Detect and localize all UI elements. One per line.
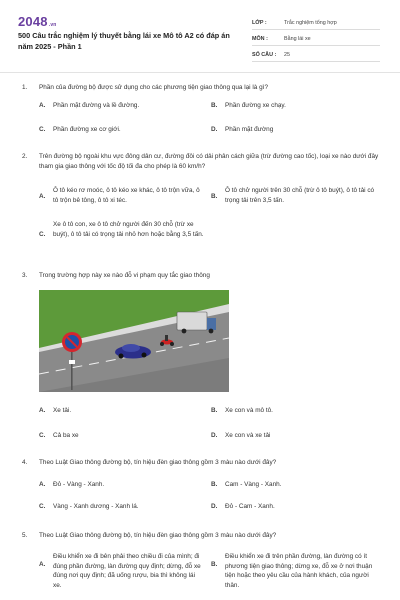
question-1 [22, 83, 380, 93]
option-a[interactable] [39, 101, 204, 111]
meta-value: 25 [284, 52, 290, 58]
option-letter: A. [39, 102, 46, 109]
meta-key: MÔN : [252, 36, 268, 42]
question-number: 2. [22, 153, 28, 160]
option-text: Ô tô kéo rơ moóc, ô tô kéo xe khác, ô tô trộn vữa, ô tô trộn bê tông, ô tô xi téc. [53, 187, 200, 204]
question-text: Trong trường hợp này xe nào đỗ vi phạm quy tắc giao thông [39, 272, 210, 279]
option-letter: B. [211, 193, 218, 200]
question-number: 4. [22, 459, 28, 466]
option-letter: C. [39, 231, 46, 238]
option-letter: C. [39, 126, 46, 133]
document-meta [252, 14, 380, 62]
header-divider [0, 72, 400, 73]
option-text: Đỏ - Cam - Xanh. [225, 503, 275, 510]
option-letter: B. [211, 407, 218, 414]
meta-row-subject [252, 30, 380, 46]
question-text: Trên đường bộ ngoài khu vực đông dân cư, đường đôi có dải phân cách giữa (trừ đường cao tốc), loại xe nào dưới đây tham gia giao thông với tốc độ tối đa cho phép là 60 km/h? [39, 153, 379, 170]
option-text: Xe ô tô con, xe ô tô chở người đến 30 chỗ (trừ xe buýt), ô tô tải có trọng tải nhỏ hơn hoặc bằng 3,5 tấn. [53, 221, 204, 238]
option-c[interactable] [39, 125, 204, 135]
option-text: Xe tải. [53, 407, 72, 414]
option-letter: B. [211, 481, 218, 488]
meta-key: LỚP : [252, 20, 267, 26]
option-text: Phần đường xe cơ giới. [53, 126, 121, 133]
option-d[interactable] [211, 502, 380, 512]
question-5 [22, 531, 380, 541]
option-a[interactable] [39, 552, 204, 590]
option-letter: A. [39, 481, 46, 488]
option-c[interactable] [39, 431, 204, 441]
option-text: Vàng - Xanh dương - Xanh lá. [53, 503, 139, 510]
traffic-scene-image [39, 290, 229, 392]
option-text: Xe con và xe tải [225, 432, 271, 439]
question-number: 1. [22, 84, 28, 91]
option-d[interactable] [211, 431, 380, 441]
option-letter: D. [211, 432, 218, 439]
option-letter: A. [39, 407, 46, 414]
logo-main: 2048 [18, 14, 48, 29]
option-letter: B. [211, 561, 218, 568]
option-text: Phần đường xe chạy. [225, 102, 286, 109]
meta-value: Trắc nghiệm tổng hợp [284, 20, 337, 26]
question-3 [22, 271, 380, 281]
question-text: Theo Luật Giao thông đường bộ, tín hiệu đèn giao thông gồm 3 màu nào dưới đây? [39, 459, 277, 466]
meta-row-class [252, 14, 380, 30]
option-letter: C. [39, 432, 46, 439]
option-c[interactable] [39, 220, 204, 240]
option-letter: C. [39, 503, 46, 510]
option-text: Xe con và mô tô. [225, 407, 273, 414]
option-b[interactable] [211, 552, 380, 590]
option-b[interactable] [211, 101, 380, 111]
option-a[interactable] [39, 406, 204, 416]
document-header [0, 0, 400, 70]
meta-key: SỐ CÂU : [252, 52, 277, 58]
document-title: 500 Câu trắc nghiệm lý thuyết bằng lái xe Mô tô A2 có đáp án năm 2025 - Phần 1 [18, 31, 230, 51]
option-d[interactable] [211, 125, 380, 135]
option-text: Ô tô chở người trên 30 chỗ (trừ ô tô buýt), ô tô tải có trọng tải trên 3,5 tấn. [225, 187, 375, 204]
option-text: Phần mặt đường và lề đường. [53, 102, 140, 109]
option-b[interactable] [211, 480, 380, 490]
question-3-illustration [39, 290, 229, 392]
option-text: Cả ba xe [53, 432, 79, 439]
option-text: Đỏ - Vàng - Xanh. [53, 481, 105, 488]
option-b[interactable] [211, 186, 380, 205]
question-text: Phần của đường bộ được sử dụng cho các phương tiện giao thông qua lại là gì? [39, 84, 269, 91]
question-2 [22, 152, 380, 171]
logo-suffix: .vn [48, 22, 57, 28]
option-b[interactable] [211, 406, 380, 416]
question-4 [22, 458, 380, 468]
question-text: Theo Luật Giao thông đường bộ, tín hiệu đèn giao thông gồm 3 màu nào dưới đây? [39, 532, 277, 539]
option-letter: D. [211, 503, 218, 510]
option-letter: A. [39, 561, 46, 568]
option-text: Điều khiển xe đi trên phần đường, làn đường có ít phương tiện giao thông; dừng xe, đỗ xe ở nơi thuận tiện hoặc theo yêu cầu của hành khách, của người thân. [225, 553, 373, 589]
option-letter: A. [39, 193, 46, 200]
question-number: 5. [22, 532, 28, 539]
option-text: Điều khiển xe đi bên phải theo chiều đi của mình; đi đúng phần đường, làn đường quy định; dừng, đỗ xe đúng nơi quy định; đã uống rượu, bia thì không lái xe. [53, 553, 201, 589]
option-letter: B. [211, 102, 218, 109]
option-text: Cam - Vàng - Xanh. [225, 481, 282, 488]
option-letter: D. [211, 126, 218, 133]
meta-row-count [252, 46, 380, 62]
option-a[interactable] [39, 480, 204, 490]
question-number: 3. [22, 272, 28, 279]
option-a[interactable] [39, 186, 204, 205]
option-c[interactable] [39, 502, 204, 512]
site-logo[interactable] [18, 14, 57, 29]
meta-value: Bằng lái xe [284, 36, 311, 42]
option-text: Phần mặt đường [225, 126, 274, 133]
